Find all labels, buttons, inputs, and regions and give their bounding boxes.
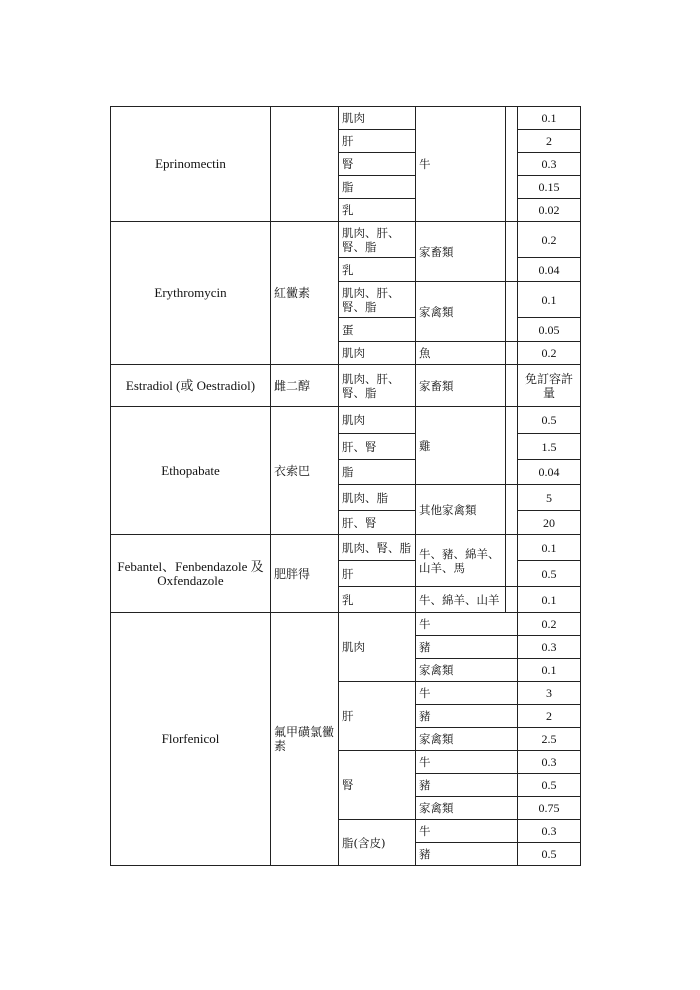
species-cell: 豬 — [416, 636, 518, 659]
species-cell: 雞 — [416, 407, 506, 485]
tissue-cell: 脂(含皮) — [339, 820, 416, 866]
limit-value: 0.3 — [518, 820, 581, 843]
drug-name-zh — [271, 107, 339, 222]
species-cell: 家禽類 — [416, 728, 518, 751]
tissue-cell: 腎 — [339, 751, 416, 820]
drug-name-zh: 肥胖得 — [271, 535, 339, 613]
drug-name: Eprinomectin — [111, 107, 271, 222]
limit-value: 0.5 — [518, 561, 581, 587]
drug-name: Florfenicol — [111, 613, 271, 866]
limit-value: 0.2 — [518, 613, 581, 636]
limit-value: 0.1 — [518, 107, 581, 130]
species-cell: 家畜類 — [416, 365, 506, 407]
table-row — [111, 222, 581, 258]
drug-name: Febantel、Fenbendazole 及 Oxfendazole — [111, 535, 271, 613]
table-row — [111, 107, 581, 130]
species-cell: 豬 — [416, 705, 518, 728]
tissue-cell: 乳 — [339, 199, 416, 222]
table-row — [111, 535, 581, 561]
tissue-cell: 肝、腎 — [339, 434, 416, 460]
table-row — [111, 365, 581, 407]
table-row — [111, 613, 581, 636]
tissue-cell: 肌肉、肝、腎、脂 — [339, 365, 416, 407]
tissue-cell: 肌肉 — [339, 613, 416, 682]
species-cell: 家禽類 — [416, 282, 506, 342]
limit-value: 0.5 — [518, 774, 581, 797]
tissue-cell: 肝 — [339, 682, 416, 751]
drug-name-zh: 氟甲磺氯黴素 — [271, 613, 339, 866]
tissue-cell: 肝、腎 — [339, 511, 416, 535]
species-cell: 家禽類 — [416, 797, 518, 820]
limit-value: 0.04 — [518, 258, 581, 282]
limit-value: 0.3 — [518, 636, 581, 659]
tissue-cell: 肌肉 — [339, 407, 416, 434]
species-cell: 豬 — [416, 774, 518, 797]
tissue-cell: 肌肉、腎、脂 — [339, 535, 416, 561]
tissue-cell: 腎 — [339, 153, 416, 176]
drug-name-zh: 紅黴素 — [271, 222, 339, 365]
species-cell: 家禽類 — [416, 659, 518, 682]
limit-value: 0.5 — [518, 407, 581, 434]
tissue-cell: 肝 — [339, 561, 416, 587]
limit-value: 0.2 — [518, 222, 581, 258]
tissue-cell: 肌肉、脂 — [339, 485, 416, 511]
limit-value: 2 — [518, 705, 581, 728]
limit-value: 2 — [518, 130, 581, 153]
drug-name: Ethopabate — [111, 407, 271, 535]
tissue-cell: 脂 — [339, 176, 416, 199]
species-cell: 牛 — [416, 751, 518, 774]
species-cell: 家畜類 — [416, 222, 506, 282]
limit-value: 0.02 — [518, 199, 581, 222]
tissue-cell: 肝 — [339, 130, 416, 153]
limit-value: 0.3 — [518, 153, 581, 176]
drug-name-zh: 衣索巴 — [271, 407, 339, 535]
species-cell: 魚 — [416, 342, 506, 365]
limit-value: 免訂容許量 — [518, 365, 581, 407]
tissue-cell: 乳 — [339, 587, 416, 613]
table-row — [111, 407, 581, 434]
limit-value: 0.75 — [518, 797, 581, 820]
limit-value: 0.04 — [518, 460, 581, 485]
species-cell: 牛 — [416, 613, 518, 636]
species-cell: 牛 — [416, 682, 518, 705]
limit-value: 0.1 — [518, 587, 581, 613]
drug-name-zh: 雌二醇 — [271, 365, 339, 407]
drug-name: Erythromycin — [111, 222, 271, 365]
tissue-cell: 脂 — [339, 460, 416, 485]
limit-value: 0.1 — [518, 659, 581, 682]
limit-value: 5 — [518, 485, 581, 511]
species-cell: 豬 — [416, 843, 518, 866]
limit-value: 0.1 — [518, 535, 581, 561]
tissue-cell: 肌肉 — [339, 342, 416, 365]
tissue-cell: 蛋 — [339, 318, 416, 342]
species-cell: 牛 — [416, 107, 506, 222]
limit-value: 0.5 — [518, 843, 581, 866]
species-cell: 牛、綿羊、山羊 — [416, 587, 506, 613]
residue-limit-table — [110, 106, 581, 866]
species-cell: 其他家禽類 — [416, 485, 506, 535]
limit-value: 0.2 — [518, 342, 581, 365]
limit-value: 1.5 — [518, 434, 581, 460]
tissue-cell: 肌肉、肝、腎、脂 — [339, 282, 416, 318]
limit-value: 2.5 — [518, 728, 581, 751]
tissue-cell: 乳 — [339, 258, 416, 282]
limit-value: 3 — [518, 682, 581, 705]
limit-value: 20 — [518, 511, 581, 535]
limit-value: 0.1 — [518, 282, 581, 318]
tissue-cell: 肌肉 — [339, 107, 416, 130]
limit-value: 0.05 — [518, 318, 581, 342]
species-cell: 牛 — [416, 820, 518, 843]
limit-value: 0.15 — [518, 176, 581, 199]
species-cell: 牛、豬、綿羊、山羊、馬 — [416, 535, 506, 587]
tissue-cell: 肌肉、肝、腎、脂 — [339, 222, 416, 258]
drug-name: Estradiol (或 Oestradiol) — [111, 365, 271, 407]
limit-value: 0.3 — [518, 751, 581, 774]
